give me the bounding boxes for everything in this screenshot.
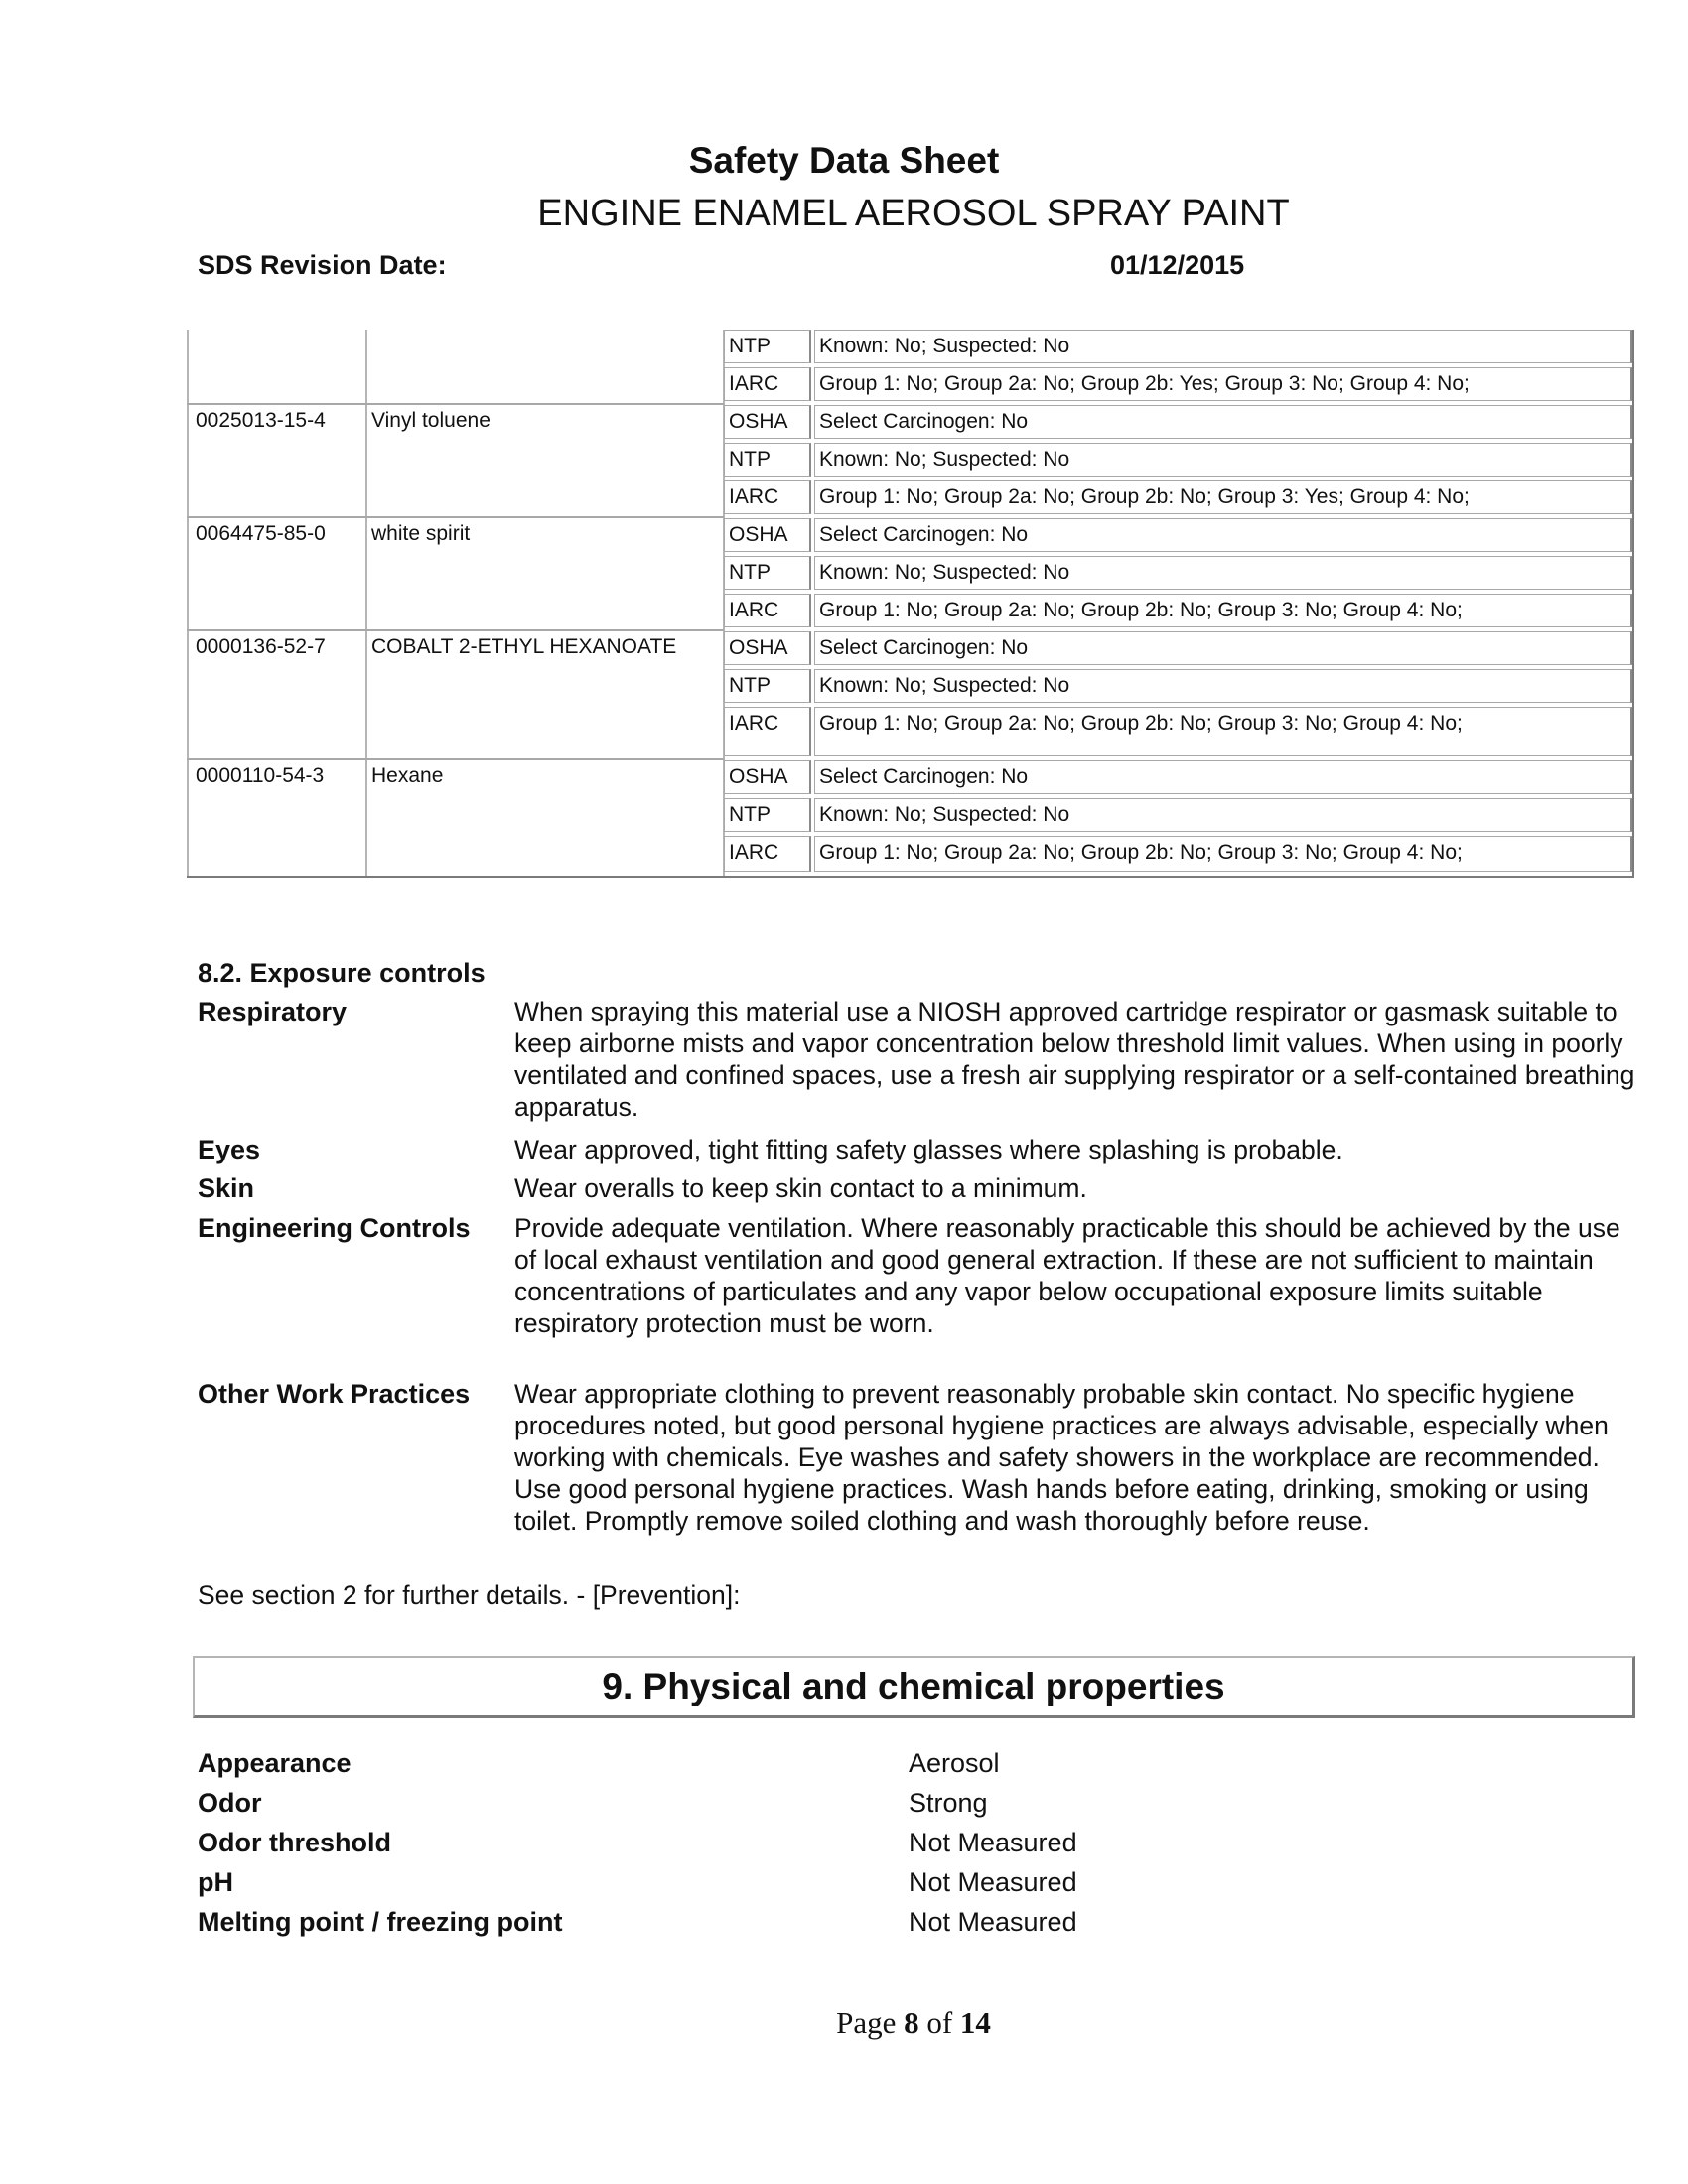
odor-threshold-value: Not Measured: [909, 1828, 1077, 1857]
respiratory-label: Respiratory: [198, 997, 348, 1026]
eyes-text: Wear approved, tight fitting safety glasses where splashing is probable.: [514, 1135, 1343, 1164]
ph-label: pH: [198, 1867, 233, 1897]
melting-point-value: Not Measured: [909, 1907, 1077, 1937]
odor-value: Strong: [909, 1788, 988, 1818]
row-separator: [187, 403, 724, 405]
row-separator: [187, 629, 724, 631]
other-work-practices-text: Wear appropriate clothing to prevent reasonably probable skin contact. No specific hygiene procedures noted, but good personal hygiene practices are always advisable, especially when working with chemicals. Eye washes and safety showers in the workplace are recommended. Use good personal hygiene practices. Wash hands before eating, drinking, smoking or using toilet. Promptly remove soiled clothing and wash thoroughly before reuse.: [514, 1379, 1609, 1536]
chemical-name: white spirit: [371, 522, 471, 545]
exposure-controls-heading: 8.2. Exposure controls: [198, 958, 486, 988]
odor-label: Odor: [198, 1788, 262, 1818]
agency-cell: OSHA: [724, 518, 811, 552]
eyes-label: Eyes: [198, 1135, 261, 1164]
revision-date-value: 01/12/2015: [1110, 250, 1245, 280]
agency-cell: IARC: [724, 836, 811, 872]
product-name: ENGINE ENAMEL AEROSOL SPRAY PAINT: [537, 193, 1290, 234]
agency-cell: NTP: [724, 798, 811, 832]
engineering-controls-text: Provide adequate ventilation. Where reasonably practicable this should be achieved by the use of local exhaust ventilation and good general extraction. If these are not sufficient to maintain concentrations of particulates and any vapor below occupational exposure limits suitable respiratory protection must be worn.: [514, 1213, 1620, 1338]
agency-cell: IARC: [724, 367, 811, 401]
odor-threshold-label: Odor threshold: [198, 1828, 391, 1857]
cas-number: 0064475-85-0: [196, 522, 326, 545]
agency-cell: NTP: [724, 330, 811, 363]
agency-cell: NTP: [724, 443, 811, 477]
status-cell: Group 1: No; Group 2a: No; Group 2b: No; Group 3: No; Group 4: No;: [814, 707, 1632, 756]
status-cell: Select Carcinogen: No: [814, 405, 1632, 439]
status-cell: Group 1: No; Group 2a: No; Group 2b: No; Group 3: No; Group 4: No;: [814, 594, 1632, 627]
status-cell: Select Carcinogen: No: [814, 760, 1632, 794]
chemical-name: Hexane: [371, 764, 444, 787]
cas-number: 0000136-52-7: [196, 635, 326, 658]
other-work-practices-label: Other Work Practices: [198, 1379, 471, 1409]
agency-cell: IARC: [724, 480, 811, 514]
appearance-label: Appearance: [198, 1748, 352, 1778]
page-total: 14: [959, 2005, 991, 2040]
chemical-name: COBALT 2-ETHYL HEXANOATE: [371, 635, 677, 658]
chemical-name: Vinyl toluene: [371, 409, 491, 432]
document-title: Safety Data Sheet: [688, 140, 1000, 181]
status-cell: Group 1: No; Group 2a: No; Group 2b: No; Group 3: No; Group 4: No;: [814, 836, 1632, 872]
status-cell: Select Carcinogen: No: [814, 518, 1632, 552]
skin-text: Wear overalls to keep skin contact to a minimum.: [514, 1173, 1087, 1203]
status-cell: Group 1: No; Group 2a: No; Group 2b: No; Group 3: Yes; Group 4: No;: [814, 480, 1632, 514]
page-prefix: Page: [836, 2005, 897, 2040]
skin-label: Skin: [198, 1173, 255, 1203]
agency-cell: OSHA: [724, 760, 811, 794]
appearance-value: Aerosol: [909, 1748, 1000, 1778]
agency-cell: IARC: [724, 594, 811, 627]
agency-cell: NTP: [724, 669, 811, 703]
cas-number: 0000110-54-3: [196, 764, 325, 787]
status-cell: Known: No; Suspected: No: [814, 556, 1632, 590]
page-footer: [0, 2005, 1688, 2041]
see-section-note: See section 2 for further details. - [Prevention]:: [198, 1580, 741, 1610]
status-cell: Known: No; Suspected: No: [814, 669, 1632, 703]
melting-point-label: Melting point / freezing point: [198, 1907, 563, 1937]
cas-number: 0025013-15-4: [196, 409, 326, 432]
table-divider: [365, 330, 367, 876]
page-of: of: [926, 2005, 953, 2040]
agency-cell: OSHA: [724, 631, 811, 665]
status-cell: Select Carcinogen: No: [814, 631, 1632, 665]
agency-cell: OSHA: [724, 405, 811, 439]
carcinogen-table: [187, 330, 1634, 878]
table-divider: [187, 330, 189, 876]
status-cell: Known: No; Suspected: No: [814, 443, 1632, 477]
status-cell: Known: No; Suspected: No: [814, 330, 1632, 363]
ph-value: Not Measured: [909, 1867, 1077, 1897]
status-cell: Known: No; Suspected: No: [814, 798, 1632, 832]
revision-date-label: SDS Revision Date:: [198, 250, 447, 280]
row-separator: [187, 516, 724, 518]
engineering-controls-label: Engineering Controls: [198, 1213, 471, 1243]
agency-cell: IARC: [724, 707, 811, 756]
section-9-heading: 9. Physical and chemical properties: [193, 1656, 1635, 1718]
respiratory-text: When spraying this material use a NIOSH approved cartridge respirator or gasmask suitable to keep airborne mists and vapor concentration below threshold limit values. When using in poorly ventilated and confined spaces, use a fresh air supplying respirator or a self-contained breathing apparatus.: [514, 997, 1635, 1122]
status-cell: Group 1: No; Group 2a: No; Group 2b: Yes; Group 3: No; Group 4: No;: [814, 367, 1632, 401]
page-number: 8: [904, 2005, 919, 2040]
agency-cell: NTP: [724, 556, 811, 590]
row-separator: [187, 758, 724, 760]
